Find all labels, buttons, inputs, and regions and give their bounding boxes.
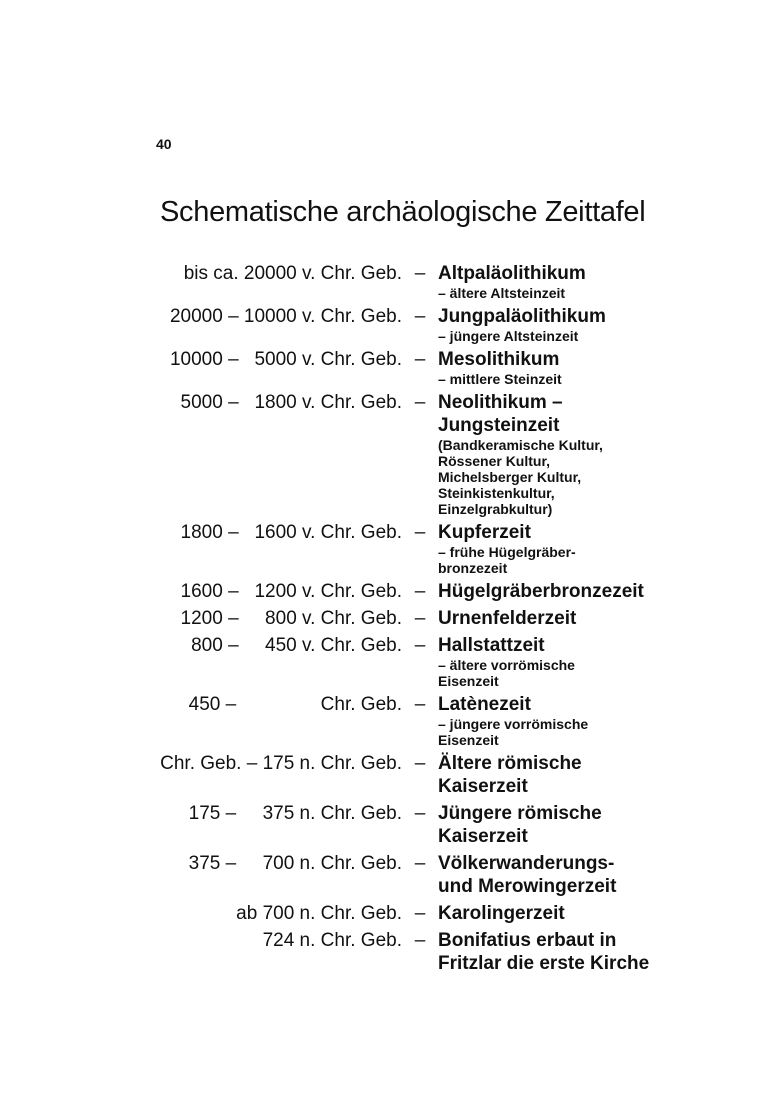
period-name: Altpaläolithikum [438,263,586,284]
period-name: Latènezeit [438,694,531,715]
period-name: Kupferzeit [438,522,531,543]
timeline-row [150,580,660,603]
period-note: – jüngere vorrömische [438,716,589,732]
period-note: Eisenzeit [438,732,499,748]
timeline-date: 1600 – 1200 v. Chr. Geb. [180,581,402,602]
timeline-dash: – [414,853,426,874]
timeline-row [150,634,660,689]
period-note: Einzelgrabkultur) [438,501,553,517]
period-name: Bonifatius erbaut in [438,930,617,951]
timeline-dash: – [414,263,426,284]
timeline-date: 10000 – 5000 v. Chr. Geb. [169,349,402,370]
timeline-period [438,348,660,387]
timeline-row [150,802,660,848]
timeline-period [438,693,660,748]
timeline-row [150,262,660,301]
period-name: Kaiserzeit [438,826,528,847]
period-name: Hallstattzeit [438,635,545,656]
timeline-row [150,607,660,630]
page-title: Schematische archäologische Zeittafel [160,196,646,228]
timeline-period [438,521,660,576]
timeline-date: 20000 – 10000 v. Chr. Geb. [169,306,402,327]
timeline-table [150,262,660,979]
timeline-period [438,929,660,975]
timeline-date: 1200 – 800 v. Chr. Geb. [180,608,402,629]
period-name: Jungsteinzeit [438,415,560,436]
period-name: Ältere römische [438,753,582,774]
timeline-period [438,607,660,630]
timeline-dash: – [414,522,426,543]
period-note: – jüngere Altsteinzeit [438,328,579,344]
period-note: (Bandkeramische Kultur, [438,437,603,453]
timeline-date: 724 n. Chr. Geb. [262,930,402,951]
timeline-row [150,752,660,798]
period-name: Urnenfelderzeit [438,608,577,629]
timeline-date: ab 700 n. Chr. Geb. [236,903,402,924]
timeline-period [438,634,660,689]
timeline-dash: – [414,392,426,413]
timeline-row [150,929,660,975]
timeline-period [438,802,660,848]
period-name: Jungpaläolithikum [438,306,606,327]
timeline-row [150,902,660,925]
timeline-period [438,752,660,798]
timeline-dash: – [414,903,426,924]
timeline-row [150,305,660,344]
timeline-period [438,852,660,898]
timeline-dash: – [414,581,426,602]
period-note: bronzezeit [438,560,508,576]
timeline-period [438,391,660,517]
timeline-date: 450 – Chr. Geb. [188,694,402,715]
period-name: Hügelgräberbronzezeit [438,581,644,602]
timeline-row [150,852,660,898]
period-name: und Merowingerzeit [438,876,617,897]
timeline-dash: – [414,608,426,629]
period-note: Rössener Kultur, [438,453,551,469]
period-note: Steinkistenkultur, [438,485,555,501]
timeline-period [438,262,660,301]
period-note: – frühe Hügelgräber- [438,544,576,560]
timeline-row [150,521,660,576]
timeline-date: 5000 – 1800 v. Chr. Geb. [180,392,402,413]
timeline-dash: – [414,753,426,774]
timeline-date: Chr. Geb. – 175 n. Chr. Geb. [160,753,402,774]
timeline-row [150,391,660,517]
timeline-dash: – [414,930,426,951]
period-note: Michelsberger Kultur, [438,469,582,485]
period-name: Völkerwanderungs- [438,853,615,874]
timeline-date: 175 – 375 n. Chr. Geb. [188,803,402,824]
timeline-dash: – [414,635,426,656]
period-name: Mesolithikum [438,349,560,370]
timeline-dash: – [414,803,426,824]
timeline-row [150,348,660,387]
timeline-period [438,305,660,344]
timeline-period [438,580,660,603]
timeline-row [150,693,660,748]
page-number: 40 [156,136,172,152]
period-name: Kaiserzeit [438,776,528,797]
timeline-period [438,902,660,925]
period-note: Eisenzeit [438,673,499,689]
timeline-dash: – [414,694,426,715]
period-note: – ältere vorrömische [438,657,575,673]
timeline-date: bis ca. 20000 v. Chr. Geb. [183,263,402,284]
timeline-date: 800 – 450 v. Chr. Geb. [191,635,402,656]
period-name: Neolithikum – [438,392,563,413]
period-name: Karolingerzeit [438,903,565,924]
timeline-date: 375 – 700 n. Chr. Geb. [188,853,402,874]
period-note: – ältere Altsteinzeit [438,285,566,301]
period-name: Jüngere römische [438,803,602,824]
period-name: Fritzlar die erste Kirche [438,953,650,974]
period-note: – mittlere Steinzeit [438,371,562,387]
timeline-dash: – [414,349,426,370]
timeline-dash: – [414,306,426,327]
timeline-date: 1800 – 1600 v. Chr. Geb. [180,522,402,543]
